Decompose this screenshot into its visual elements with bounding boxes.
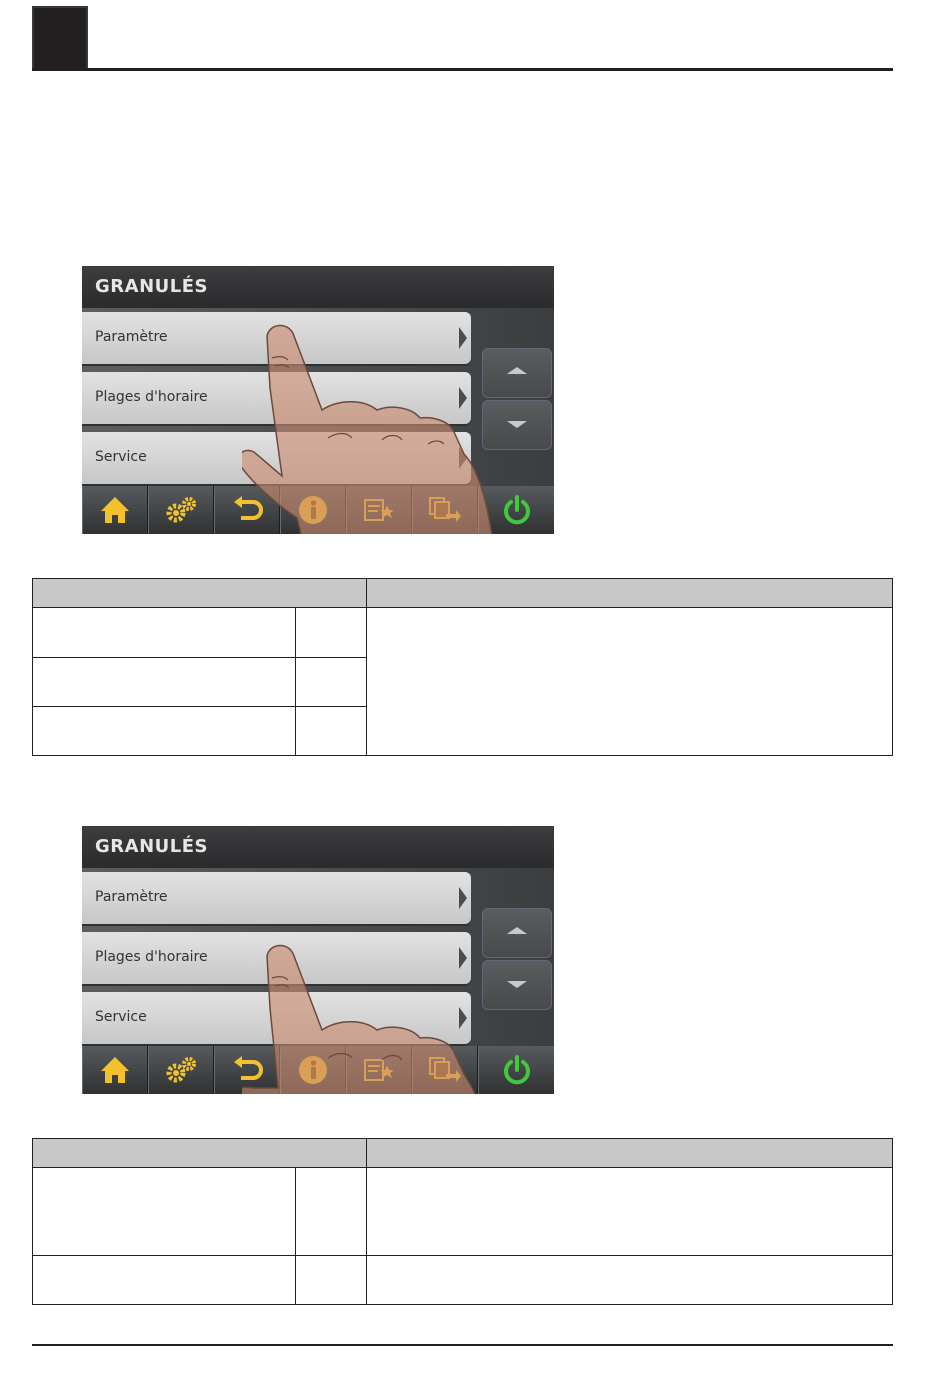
menu-item-service[interactable] — [82, 432, 471, 484]
description-table-1 — [32, 578, 893, 756]
settings-gears-icon — [164, 1055, 198, 1085]
row-divider — [33, 1255, 892, 1256]
screen-title: GRANULÉS — [95, 836, 208, 857]
chevron-right-icon — [459, 887, 467, 909]
copy-transfer-icon — [428, 1056, 462, 1084]
chapter-marker — [32, 6, 88, 70]
back-button[interactable] — [214, 486, 280, 534]
menu-area — [82, 868, 554, 1046]
arrow-down-icon — [507, 981, 527, 988]
back-button[interactable] — [214, 1046, 280, 1094]
info-button[interactable] — [280, 486, 346, 534]
bottom-toolbar — [82, 1046, 554, 1094]
column-divider — [295, 1168, 296, 1304]
arrow-up-icon — [507, 927, 527, 934]
column-divider — [366, 579, 367, 755]
favorites-list-icon — [363, 1057, 395, 1083]
menu-item-label: Service — [95, 1009, 147, 1025]
scroll-up-button[interactable] — [482, 908, 552, 958]
header-rule — [32, 68, 893, 71]
chevron-right-icon — [459, 447, 467, 469]
screen-header — [82, 826, 554, 868]
table-header-row — [33, 1139, 892, 1168]
column-divider — [366, 1139, 367, 1304]
arrow-up-icon — [507, 367, 527, 374]
settings-button[interactable] — [148, 486, 214, 534]
power-icon — [502, 1055, 532, 1085]
menu-item-service[interactable] — [82, 992, 471, 1044]
home-icon — [99, 495, 131, 525]
column-divider — [295, 608, 296, 755]
touchscreen-screenshot-1 — [82, 266, 554, 534]
power-button[interactable] — [478, 486, 554, 534]
back-arrow-icon — [231, 496, 263, 524]
info-icon — [298, 1055, 328, 1085]
favorites-button[interactable] — [346, 486, 412, 534]
row-divider — [33, 657, 366, 658]
info-icon — [298, 495, 328, 525]
menu-item-label: Paramètre — [95, 889, 168, 905]
chevron-right-icon — [459, 387, 467, 409]
scroll-up-button[interactable] — [482, 348, 552, 398]
description-table-2 — [32, 1138, 893, 1305]
menu-item-label: Plages d'horaire — [95, 949, 208, 965]
chevron-right-icon — [459, 1007, 467, 1029]
chevron-right-icon — [459, 947, 467, 969]
scroll-down-button[interactable] — [482, 400, 552, 450]
home-button[interactable] — [82, 486, 148, 534]
screen-header — [82, 266, 554, 308]
back-arrow-icon — [231, 1056, 263, 1084]
copy-button[interactable] — [412, 1046, 478, 1094]
touchscreen-screenshot-2 — [82, 826, 554, 1094]
home-button[interactable] — [82, 1046, 148, 1094]
copy-transfer-icon — [428, 496, 462, 524]
screen-title: GRANULÉS — [95, 276, 208, 297]
menu-item-label: Service — [95, 449, 147, 465]
copy-button[interactable] — [412, 486, 478, 534]
scroll-down-button[interactable] — [482, 960, 552, 1010]
info-button[interactable] — [280, 1046, 346, 1094]
menu-item-label: Plages d'horaire — [95, 389, 208, 405]
menu-item-parametre[interactable] — [82, 312, 471, 364]
menu-item-plages-horaire[interactable] — [82, 932, 471, 984]
bottom-toolbar — [82, 486, 554, 534]
row-divider — [33, 706, 366, 707]
favorites-button[interactable] — [346, 1046, 412, 1094]
power-button[interactable] — [478, 1046, 554, 1094]
settings-button[interactable] — [148, 1046, 214, 1094]
power-icon — [502, 495, 532, 525]
settings-gears-icon — [164, 495, 198, 525]
menu-item-label: Paramètre — [95, 329, 168, 345]
home-icon — [99, 1055, 131, 1085]
arrow-down-icon — [507, 421, 527, 428]
menu-item-parametre[interactable] — [82, 872, 471, 924]
chevron-right-icon — [459, 327, 467, 349]
table-header-row — [33, 579, 892, 608]
menu-area — [82, 308, 554, 486]
menu-item-plages-horaire[interactable] — [82, 372, 471, 424]
footer-rule — [32, 1344, 893, 1346]
favorites-list-icon — [363, 497, 395, 523]
